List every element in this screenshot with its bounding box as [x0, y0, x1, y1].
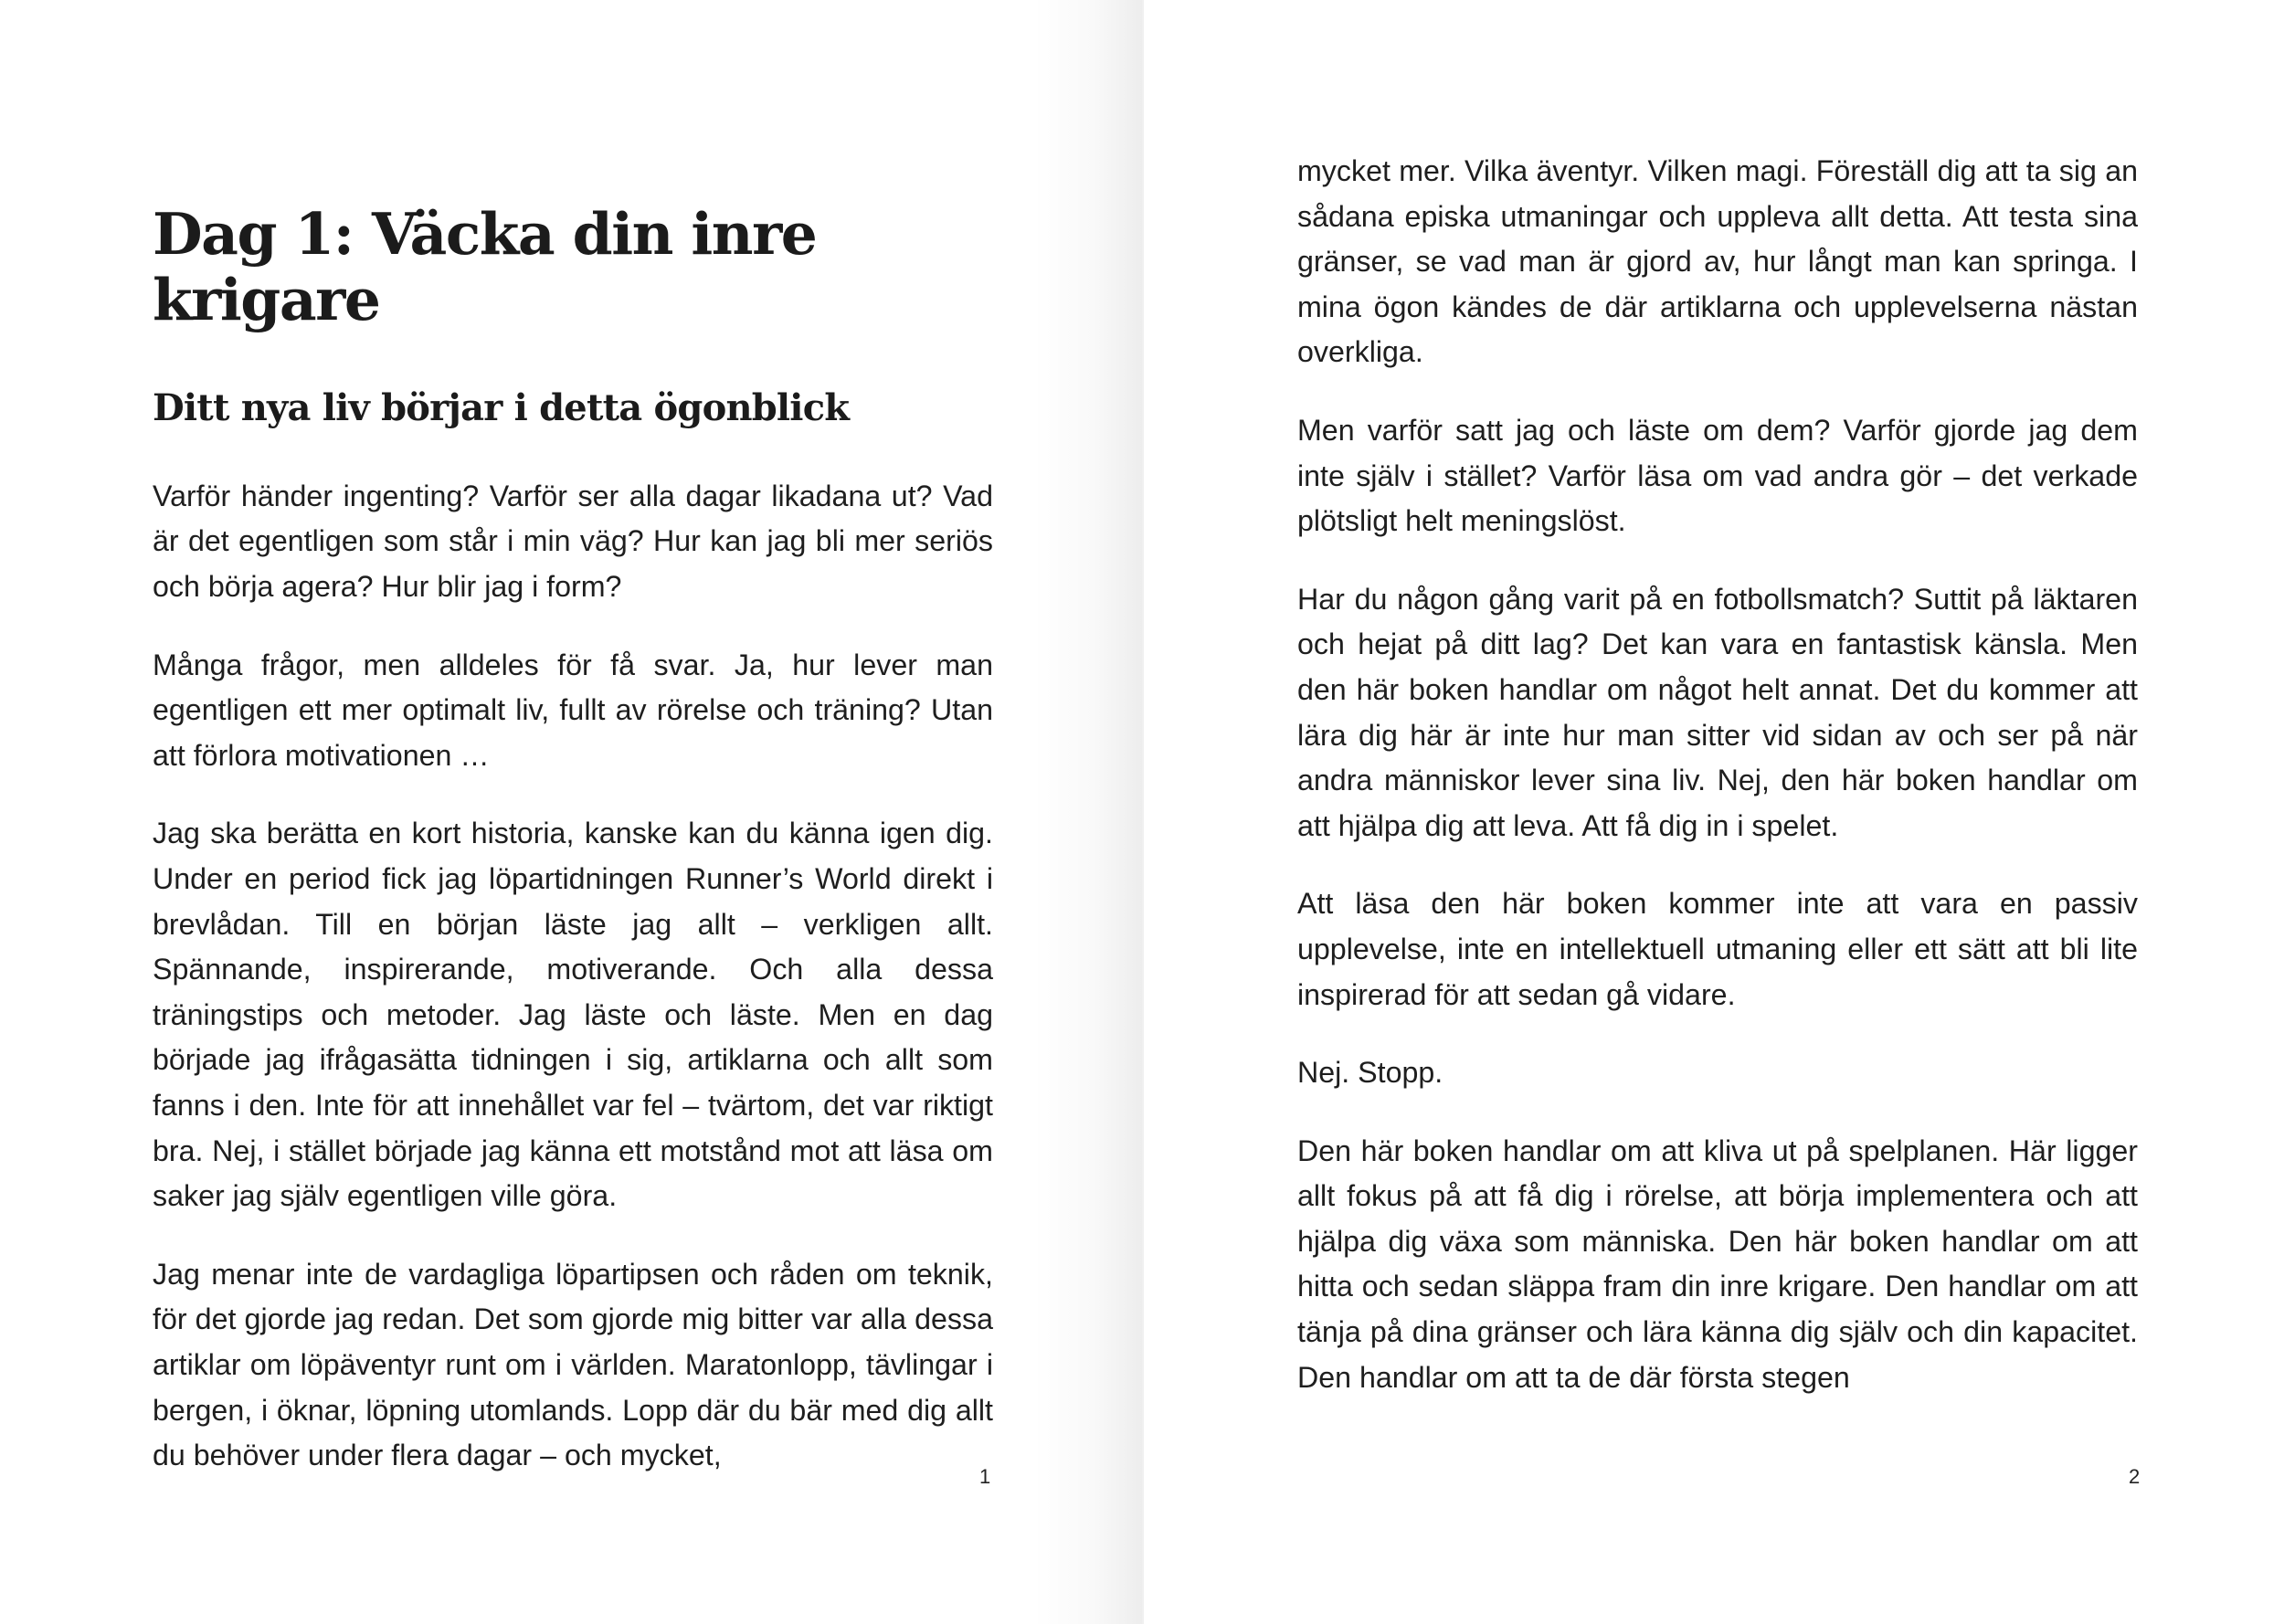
paragraph: Har du någon gång varit på en fotbollsmatch? Suttit på läktaren och hejat på ditt lag? Det kan vara en fantastisk känsla. Men den här boken handlar om något helt annat. Det du kommer att lära dig här är inte hur man sitter vid sidan av och ser på när andra människor lever sina liv. Nej, den här boken handlar om att hjälpa dig att leva. Att få dig in i spelet. — [1297, 582, 2138, 842]
paragraph: Nej. Stopp. — [1297, 1056, 1443, 1090]
section-title: Ditt nya liv börjar i detta ögonblick — [153, 385, 850, 429]
paragraph: Jag ska berätta en kort historia, kanske kan du känna igen dig. Under en period fick jag löpartidningen Runner’s World direkt i brevlådan. Till en början läste jag allt – verkligen allt. Spännande, inspirerande, motiverande. Och alla dessa träningstips och metoder. Jag läste och läste. Men en dag började jag ifrågasätta tidningen i sig, artiklarna och allt som fanns i den. Inte för att innehållet var fel – tvärtom, det var riktigt bra. Nej, i stället började jag känna ett motstånd mot att läsa om saker jag själv egentligen ville göra. — [153, 817, 993, 1213]
paragraph: Att läsa den här boken kommer inte att vara en passiv upplevelse, inte en intellektuell utmaning eller ett sätt att bli lite inspirerad för att sedan gå vidare. — [1297, 887, 2138, 1011]
left-page-content — [153, 201, 993, 1512]
paragraph: Den här boken handlar om att kliva ut på spelplanen. Här ligger allt fokus på att få dig i rörelse, att börja implementera och att hjälpa dig växa som människa. Den här boken handlar om att hitta och sedan släppa fram din inre krigare. Den handlar om att tänja på dina gränser och lära känna dig själv och din kapacitet. Den handlar om att ta de där första stegen — [1297, 1134, 2138, 1394]
page-number-right: 2 — [2129, 1465, 2141, 1488]
chapter-title: Dag 1: Väcka din inre krigare — [153, 200, 817, 334]
right-page — [1142, 0, 2284, 1624]
paragraph: Men varför satt jag och läste om dem? Varför gjorde jag dem inte själv i stället? Varför läsa om vad andra gör – det verkade plötsligt helt meningslöst. — [1297, 413, 2138, 538]
paragraph: Varför händer ingenting? Varför ser alla dagar likadana ut? Vad är det egentligen som står i min väg? Hur kan jag bli mer seriös och börja agera? Hur blir jag i form? — [153, 479, 993, 604]
paragraph: Många frågor, men alldeles för få svar. Ja, hur lever man egentligen ett mer optimalt liv, fullt av rörelse och träning? Utan att förlora motivationen … — [153, 648, 993, 772]
right-page-content — [1297, 149, 2138, 1433]
paragraph: mycket mer. Vilka äventyr. Vilken magi. Föreställ dig att ta sig an sådana episka utmaningar och uppleva allt detta. Att testa sina gränser, se vad man är gjord av, hur långt man kan springa. I mina ögon kändes de där artiklarna och upplevelserna nästan overkliga. — [1297, 154, 2138, 369]
paragraph: Jag menar inte de vardagliga löpartipsen och råden om teknik, för det gjorde jag redan. Det som gjorde mig bitter var alla dessa artiklar om löpäventyr runt om i världen. Maratonlopp, tävlingar i bergen, i öknar, löpning utomlands. Lopp där du bär med dig allt du behöver under flera dagar – och mycket, — [153, 1257, 993, 1472]
page-number-left: 1 — [979, 1465, 991, 1488]
